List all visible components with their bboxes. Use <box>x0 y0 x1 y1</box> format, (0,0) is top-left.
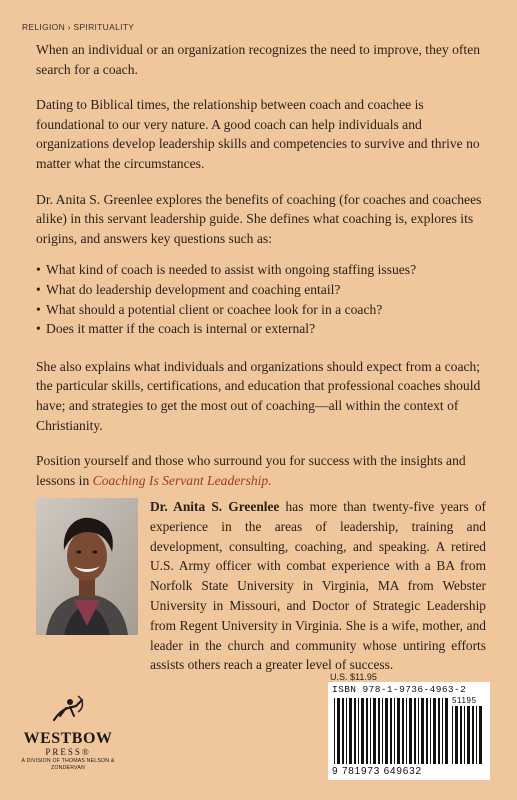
addon-number: 51195 <box>452 696 477 705</box>
list-item: • What should a potential client or coachee look for in a coach? <box>36 300 486 320</box>
author-portrait-image <box>36 498 138 635</box>
description-paragraph-4: She also explains what individuals and organizations should expect from a coach; the particular skills, certifications, and education that professional coaches should have; and strategies to get the most out of coaching—all within the context of Christianity. <box>36 358 481 433</box>
description-paragraph-5 <box>36 451 486 490</box>
key-questions-list <box>36 260 486 338</box>
book-description <box>36 40 486 506</box>
closing-text: Position yourself and those who surround you for success with the insights and lessons in <box>36 453 466 488</box>
list-item: • What do leadership development and coaching entail? <box>36 280 486 300</box>
description-paragraph-3: Dr. Anita S. Greenlee explores the benefits of coaching (for coaches and coachees alike) in this servant leadership guide. She defines what coaching is, explores its origins, and answers key questions such as: <box>36 191 482 246</box>
publisher-press: PRESS® <box>45 747 91 757</box>
author-name: Dr. Anita S. Greenlee <box>150 499 280 514</box>
publisher-division: A DIVISION OF THOMAS NELSON & ZONDERVAN <box>21 758 115 771</box>
ean-number: 9 781973 649632 <box>332 766 422 777</box>
isbn-number: ISBN 978-1-9736-4963-2 <box>332 684 467 695</box>
description-paragraph-1: When an individual or an organization recognizes the need to improve, they often search for a coach. <box>36 42 481 77</box>
book-title: Coaching Is Servant Leadership. <box>92 472 272 488</box>
archer-icon <box>48 694 88 724</box>
list-item: • Does it matter if the coach is internal or external? <box>36 319 486 339</box>
barcode <box>328 682 490 780</box>
author-bio-text: has more than twenty-five years of experience in the areas of leadership, training and development, consulting, coaching, and speaking. A retired U.S. Army officer with combat experience with a BA from Norfolk State University in Virginia, MA from Webster University in Missouri, and Doctor of Strategic Leadership from Regent University in Virginia. She is a wife, mother, and leader in the church and community whose untiring efforts assists others reach a greater level of success. <box>150 499 486 673</box>
addon-barcode-icon <box>452 706 486 764</box>
list-item: • What kind of coach is needed to assist with ongoing staffing issues? <box>36 260 486 280</box>
category-label: RELIGION › SPIRITUALITY <box>22 22 135 32</box>
price-label: U.S. $11.95 <box>330 672 377 682</box>
publisher-logo <box>18 694 118 784</box>
author-bio <box>150 497 486 675</box>
description-paragraph-2: Dating to Biblical times, the relationship between coach and coachee is foundational to our very nature. A good coach can help individuals and organizations develop leadership skills and competencies to survive and thrive no matter what the circumstances. <box>36 97 480 171</box>
ean-barcode-icon <box>334 698 452 764</box>
author-photo <box>36 498 138 635</box>
publisher-name: WESTBOW <box>23 730 113 747</box>
